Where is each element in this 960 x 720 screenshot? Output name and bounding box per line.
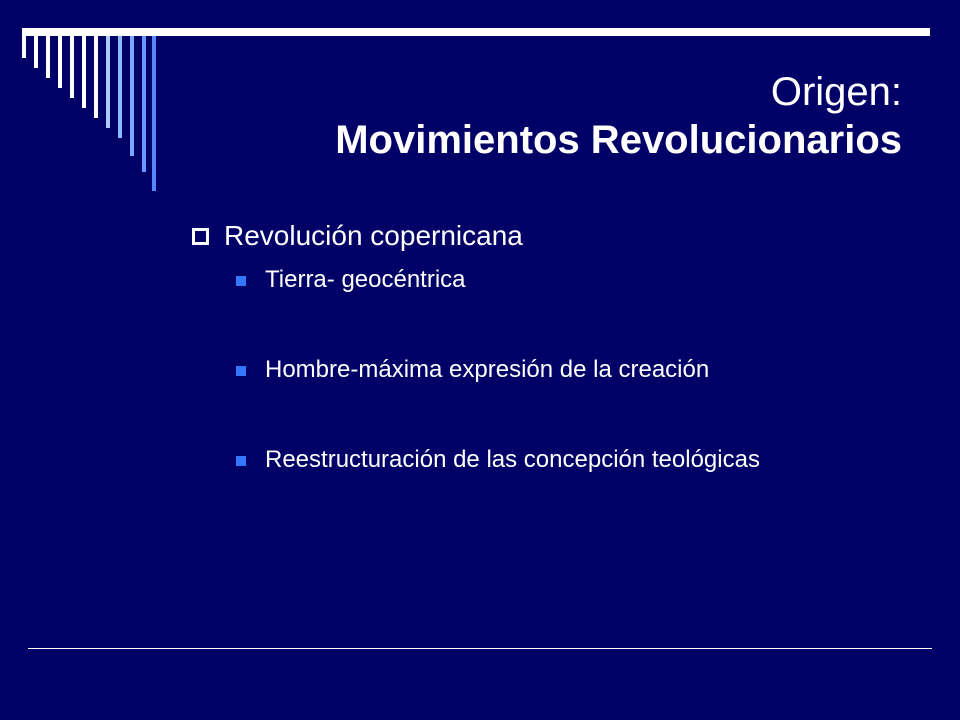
- square-bullet-icon: [236, 456, 246, 466]
- stripe: [118, 36, 122, 138]
- stripe: [22, 36, 26, 58]
- top-rule: [22, 28, 930, 36]
- stripe: [46, 36, 50, 78]
- stripe: [142, 36, 146, 172]
- sub-bullet-text: Tierra- geocéntrica: [265, 266, 466, 293]
- stripe: [82, 36, 86, 108]
- sub-bullet-item: [190, 264, 910, 296]
- sub-bullet-text: Reestructuración de las concepción teológicas: [265, 446, 760, 473]
- title-line-2: Movimientos Revolucionarios: [335, 118, 902, 162]
- sub-bullet-text: Hombre-máxima expresión de la creación: [265, 356, 710, 383]
- stripe: [94, 36, 98, 118]
- stripe: [34, 36, 38, 68]
- sub-bullet-item: [190, 444, 910, 476]
- square-bullet-icon: [236, 276, 246, 286]
- stripe: [70, 36, 74, 98]
- bullet-revolucion: [190, 218, 910, 254]
- hollow-square-bullet-icon: [192, 228, 209, 245]
- square-bullet-icon: [236, 366, 246, 376]
- decorative-stripes: [22, 36, 162, 196]
- stripe: [130, 36, 134, 156]
- stripe: [58, 36, 62, 88]
- stripe: [106, 36, 110, 128]
- bullet-text: Revolución copernicana: [224, 220, 523, 251]
- slide-title: [335, 68, 902, 164]
- slide-content: [190, 218, 910, 534]
- stripe: [152, 36, 156, 191]
- bottom-rule: [28, 648, 932, 649]
- sub-bullet-item: [190, 354, 910, 386]
- sub-bullet-list: [190, 264, 910, 476]
- title-line-1: Origen:: [770, 70, 902, 114]
